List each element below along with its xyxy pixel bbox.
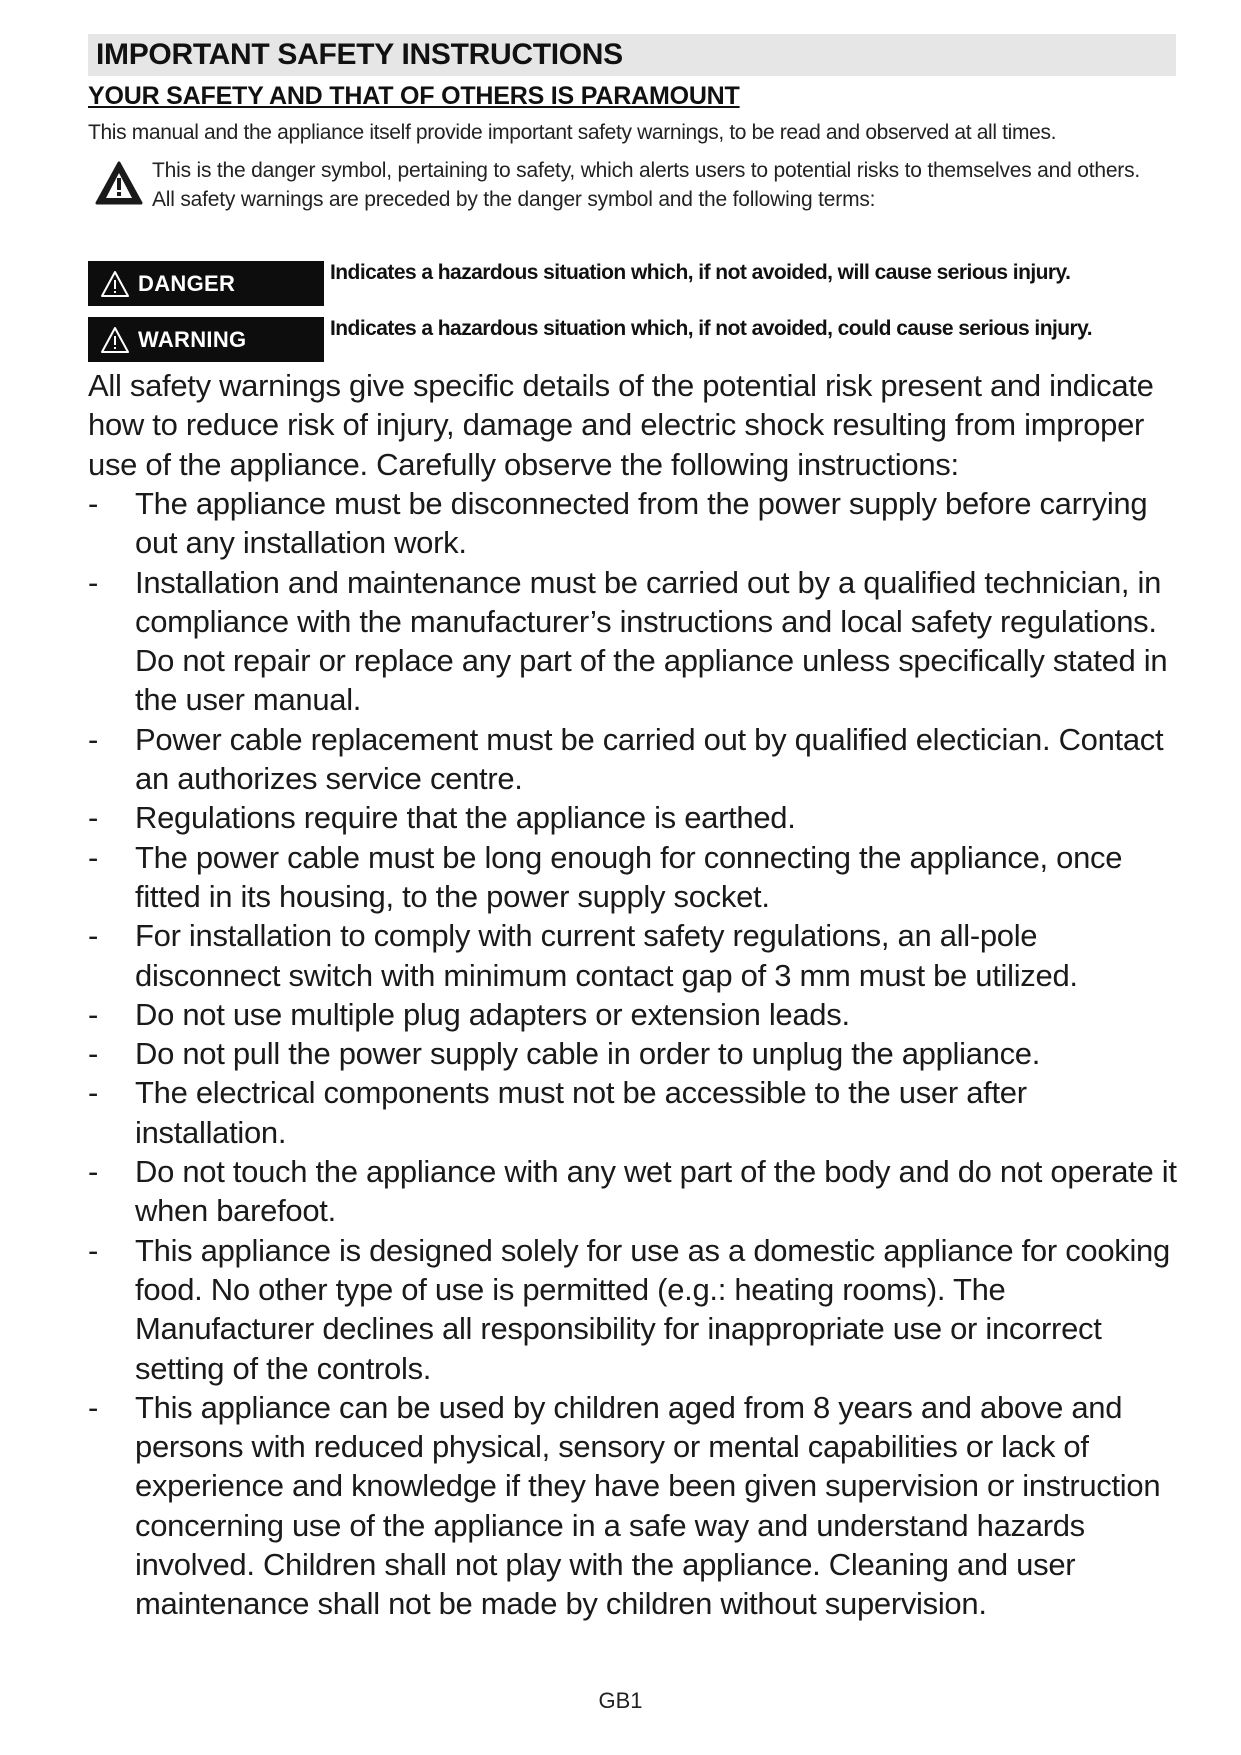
danger-badge	[88, 261, 324, 306]
instruction-text: This appliance can be used by children aged from 8 years and above and persons with reduced physical, sensory or mental capabilities or lack of experience and knowledge if they have been given supervision or instruction concerning use of the appliance in a safe way and understand hazards involved. Children shall not play with the appliance. Cleaning and user maintenance shall not be made by children without supervision.	[135, 1389, 1161, 1622]
warning-label: WARNING	[138, 326, 247, 352]
list-item	[88, 916, 1178, 995]
bullet-dash: -	[88, 564, 99, 600]
subtitle: YOUR SAFETY AND THAT OF OTHERS IS PARAMOUNT	[88, 82, 740, 110]
instruction-list	[88, 484, 1178, 1624]
instruction-text: Do not touch the appliance with any wet part of the body and do not operate it when barefoot.	[135, 1154, 1177, 1229]
page-title: IMPORTANT SAFETY INSTRUCTIONS	[96, 38, 623, 71]
instruction-text: The appliance must be disconnected from the power supply before carrying out any installation work.	[135, 486, 1148, 561]
list-item	[88, 720, 1178, 799]
bullet-dash: -	[88, 918, 99, 954]
bullet-dash: -	[88, 996, 99, 1032]
list-item	[88, 484, 1178, 563]
warning-triangle-icon	[100, 270, 130, 298]
symbol-explanation	[152, 156, 1176, 214]
bullet-dash: -	[88, 839, 99, 875]
bullet-dash: -	[88, 1154, 99, 1190]
list-item	[88, 563, 1178, 720]
warning-definition: Indicates a hazardous situation which, if not avoided, could cause serious injury.	[330, 317, 1093, 340]
symbol-text-line2: All safety warnings are preceded by the danger symbol and the following terms:	[152, 188, 876, 211]
instruction-text: Regulations require that the appliance is earthed.	[135, 800, 796, 836]
danger-symbol-icon	[94, 160, 144, 206]
instruction-text: Installation and maintenance must be carried out by a qualified technician, in compliance with the manufacturer’s instructions and local safety regulations. Do not repair or replace any part of the appliance unless specifically stated in the user manual.	[135, 564, 1168, 718]
list-item	[88, 1073, 1178, 1152]
bullet-dash: -	[88, 800, 99, 836]
danger-label: DANGER	[138, 270, 236, 296]
list-item	[88, 1152, 1178, 1231]
list-item	[88, 1231, 1178, 1388]
intro-text: This manual and the appliance itself provide important safety warnings, to be read and observed at all times.	[88, 121, 1057, 144]
instruction-text: The electrical components must not be accessible to the user after installation.	[135, 1075, 1027, 1150]
list-item	[88, 995, 1178, 1034]
page-number: GB1	[598, 1688, 643, 1713]
list-item	[88, 1388, 1178, 1624]
danger-definition: Indicates a hazardous situation which, if not avoided, will cause serious injury.	[330, 261, 1071, 284]
bullet-dash: -	[88, 1232, 99, 1268]
instruction-text: Do not pull the power supply cable in order to unplug the appliance.	[135, 1036, 1041, 1072]
bullet-dash: -	[88, 1389, 99, 1425]
warning-badge	[88, 317, 324, 362]
instruction-text: Do not use multiple plug adapters or extension leads.	[135, 996, 850, 1032]
instruction-text: The power cable must be long enough for connecting the appliance, once fitted in its housing, to the power supply socket.	[135, 839, 1123, 914]
list-item	[88, 798, 1178, 837]
list-item	[88, 838, 1178, 917]
bullet-dash: -	[88, 721, 99, 757]
list-item	[88, 1034, 1178, 1073]
instruction-text: This appliance is designed solely for use as a domestic appliance for cooking food. No other type of use is permitted (e.g.: heating rooms). The Manufacturer declines all responsibility for inappropriate use or incorrect setting of the controls.	[135, 1232, 1170, 1386]
instruction-text: For installation to comply with current safety regulations, an all-pole disconnect switch with minimum contact gap of 3 mm must be utilized.	[135, 918, 1078, 993]
bullet-dash: -	[88, 1075, 99, 1111]
body-paragraph: All safety warnings give specific details of the potential risk present and indicate how to reduce risk of injury, damage and electric shock resulting from improper use of the appliance. Carefully observe the following instructions:	[88, 368, 1154, 482]
symbol-text-line1: This is the danger symbol, pertaining to safety, which alerts users to potential risks to themselves and others.	[152, 159, 1141, 182]
warning-triangle-icon	[100, 326, 130, 354]
instruction-text: Power cable replacement must be carried out by qualified electician. Contact an authorizes service centre.	[135, 721, 1164, 797]
bullet-dash: -	[88, 486, 99, 521]
bullet-dash: -	[88, 1036, 99, 1072]
title-bar	[88, 34, 1176, 76]
